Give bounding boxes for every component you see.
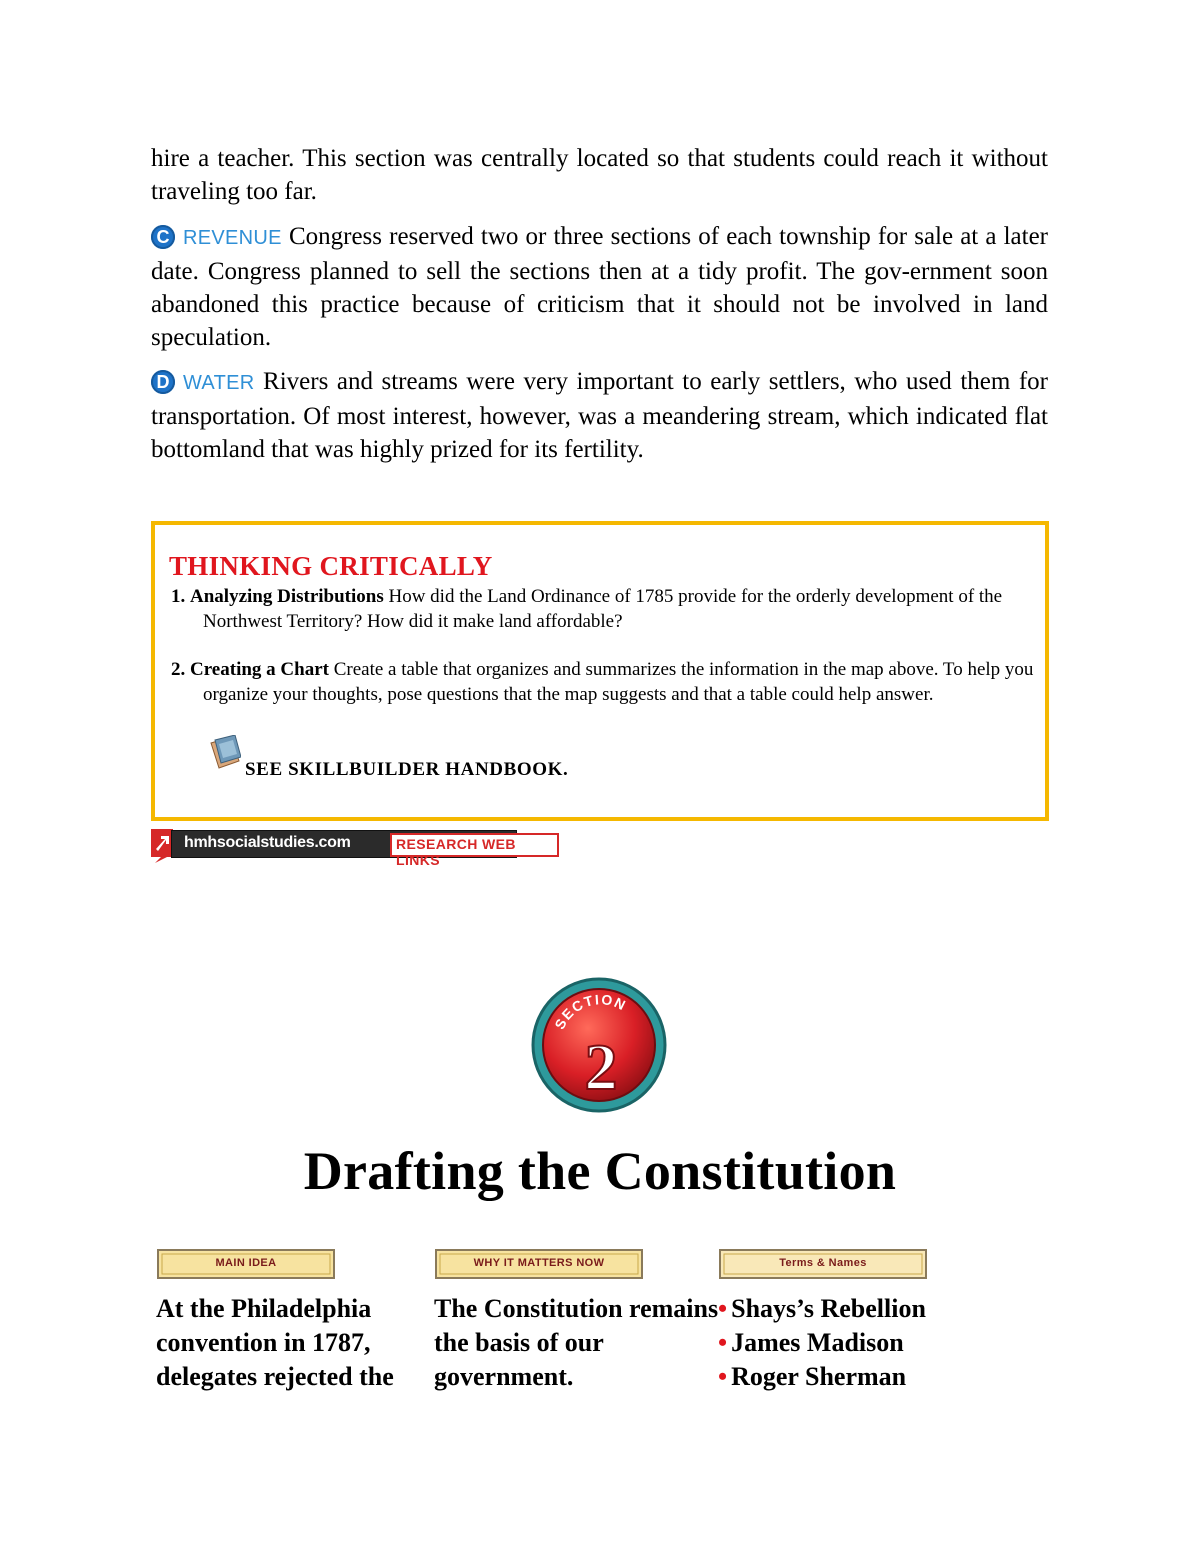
terms-names-label: Terms & Names [779, 1257, 867, 1269]
bullet-icon: • [718, 1294, 728, 1323]
term-text: James Madison [731, 1328, 904, 1357]
section-badge-icon [531, 977, 667, 1113]
question-heading: Creating a Chart [190, 659, 329, 680]
question-number: 2. [171, 659, 186, 680]
water-tag: WATER [183, 372, 255, 394]
why-it-matters-tab [434, 1247, 644, 1281]
site-name: hmhsocialstudies.com [184, 834, 351, 851]
skillbuilder-label: SEE SKILLBUILDER HANDBOOK. [245, 759, 569, 780]
skillbuilder-link[interactable] [207, 735, 627, 780]
main-idea-tab [156, 1247, 336, 1281]
label-c-icon: C [151, 225, 175, 249]
question-1 [171, 584, 1043, 634]
section-badge [531, 977, 667, 1113]
main-idea-label: MAIN IDEA [215, 1257, 277, 1269]
term-item [718, 1292, 926, 1326]
why-it-matters-label: WHY IT MATTERS NOW [473, 1257, 605, 1269]
thinking-critically-title: THINKING CRITICALLY [169, 551, 493, 581]
terms-names-tab [718, 1247, 928, 1281]
section-number: 2 [584, 1031, 618, 1104]
web-links-label-box [390, 833, 559, 868]
question-heading: Analyzing Distributions [190, 586, 384, 607]
bullet-icon: • [718, 1362, 728, 1391]
label-d-icon: D [151, 370, 175, 394]
term-text: Roger Sherman [731, 1362, 907, 1391]
paragraph-revenue [151, 220, 1048, 354]
term-item [718, 1360, 926, 1394]
term-item [718, 1326, 926, 1360]
thinking-critically-box [151, 521, 1049, 821]
question-text: Create a table that organizes and summarizes the information in the map above. To help you organize your thoughts, pose questions that the map suggests and that a table could help answer. [203, 659, 1034, 705]
web-links-bar [171, 830, 517, 868]
terms-list [718, 1292, 926, 1394]
research-web-links-banner[interactable] [151, 829, 539, 868]
question-text: How did the Land Ordinance of 1785 provide for the orderly development of the Northwest Territory? How did it make land affordable? [203, 586, 1003, 632]
web-links-label: RESEARCH WEB LINKS [396, 836, 516, 868]
question-number: 1. [171, 586, 186, 607]
paragraph-school-section [151, 142, 1048, 208]
main-idea-text: At the Philadelphia convention in 1787, delegates rejected the [156, 1294, 394, 1391]
why-it-matters-text: The Constitution remains the basis of our government. [434, 1294, 719, 1391]
paragraph-water [151, 365, 1048, 466]
arrow-icon [151, 829, 173, 863]
section-word: SECTION [551, 991, 630, 1032]
paragraph-text: hire a teacher. This section was centrally located so that students could reach it without traveling too far. [151, 145, 1048, 205]
bullet-icon: • [718, 1328, 728, 1357]
question-2 [171, 657, 1043, 707]
term-text: Shays’s Rebellion [731, 1294, 926, 1323]
paragraph-text: Rivers and streams were very important to early settlers, who used them for transportation. Of most interest, however, was a meandering stream, which indicated flat bottomland that was highly prized for its fertility. [151, 368, 1049, 463]
paragraph-text: Congress reserved two or three sections of each township for sale at a later date. Congress planned to sell the sections then at a tidy profit. The gov-ernment soon abandoned this practice because of criticism that it should not be involved in land speculation. [151, 223, 1049, 351]
section-title: Drafting the Constitution [303, 1141, 897, 1201]
book-icon [207, 735, 241, 771]
revenue-tag: REVENUE [183, 227, 282, 249]
